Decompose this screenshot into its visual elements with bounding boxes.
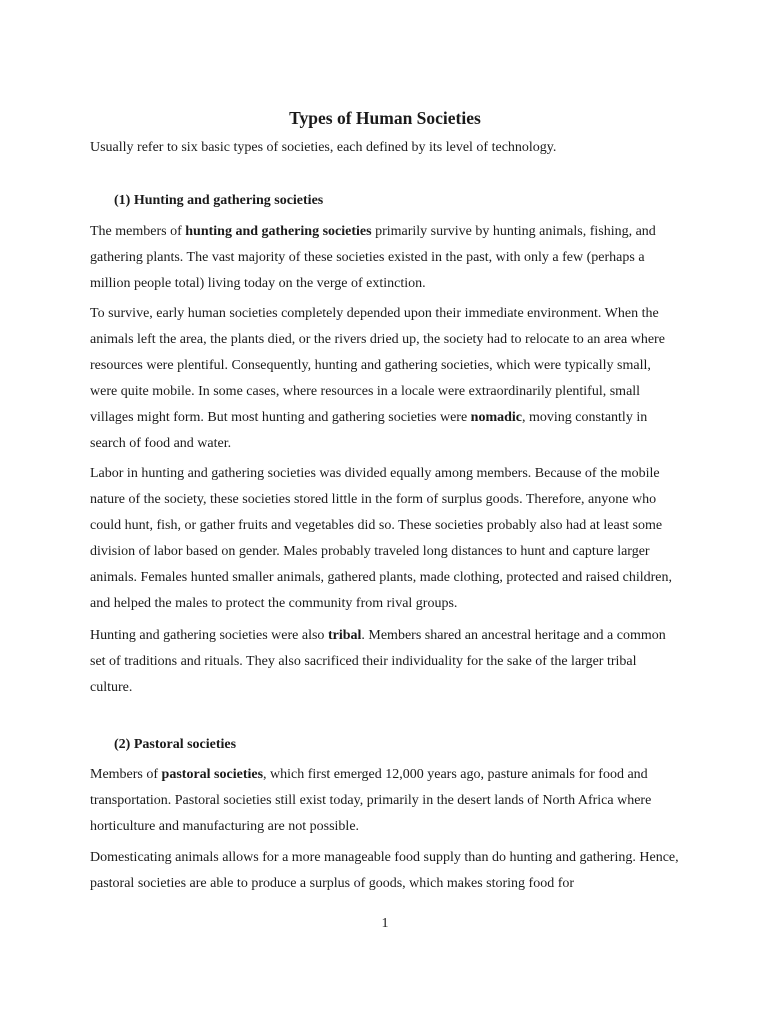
paragraph: Labor in hunting and gathering societies was divided equally among members. Because of the mobile nature of the society, these societies stored little in the form of surplus goods. Therefore, anyone who could hunt, fish, or gather fruits and vegetables did so. These societies probably also had at least some division of labor based on gender. Males probably traveled long distances to hunt and capture larger animals. Females hunted smaller animals, gathered plants, made clothing, protected and raised children, and helped the males to protect the community from rival groups. xyxy=(90,466,672,611)
document-title: Types of Human Societies xyxy=(289,108,481,128)
paragraph-text: To survive, early human societies completely depended upon their immediate environment. When the animals left the area, the plants died, or the rivers dried up, the society had to relocate to an area where resources were plentiful. Consequently, hunting and gathering societies, which were typically small, were quite mobile. In some cases, where resources in a locale were extraordinarily plentiful, small villages might form. But most hunting and gathering societies were xyxy=(90,306,665,425)
paragraph-text: The members of xyxy=(90,224,186,239)
paragraph-text: primarily survive by hunting animals, fishing, and gathering plants. The vast majority of these societies existed in the past, with only a few (perhaps a million people total) living today on the verge of extinction. xyxy=(90,224,656,291)
bold-term: pastoral societies xyxy=(161,767,264,782)
paragraph xyxy=(90,219,680,297)
paragraph xyxy=(90,762,680,840)
section-heading-pastoral: (2) Pastoral societies xyxy=(114,737,237,752)
paragraph xyxy=(90,623,680,701)
intro-paragraph: Usually refer to six basic types of societies, each defined by its level of technology. xyxy=(90,140,557,155)
paragraph-text: , moving constantly in search of food and water. xyxy=(90,410,648,451)
bold-term: hunting and gathering societies xyxy=(185,224,372,239)
paragraph-text: Hunting and gathering societies were also xyxy=(90,628,328,643)
paragraph-text: Members of xyxy=(90,767,162,782)
paragraph xyxy=(90,301,680,457)
bold-term: nomadic xyxy=(470,410,522,425)
bold-term: tribal xyxy=(327,628,362,643)
page-number: 1 xyxy=(381,916,389,931)
paragraph-text: , which first emerged 12,000 years ago, pasture animals for food and transportation. Pastoral societies still exist today, primarily in the desert lands of North Africa where horticulture and manufacturing are not possible. xyxy=(90,767,652,834)
paragraph: Domesticating animals allows for a more manageable food supply than do hunting and gathering. Hence, pastoral societies are able to produce a surplus of goods, which makes storing food for xyxy=(90,850,679,891)
paragraph-text: . Members shared an ancestral heritage and a common set of traditions and rituals. They also sacrificed their individuality for the sake of the larger tribal culture. xyxy=(90,628,666,695)
section-heading-hunting-gathering: (1) Hunting and gathering societies xyxy=(114,193,324,208)
document-page xyxy=(90,0,680,1024)
